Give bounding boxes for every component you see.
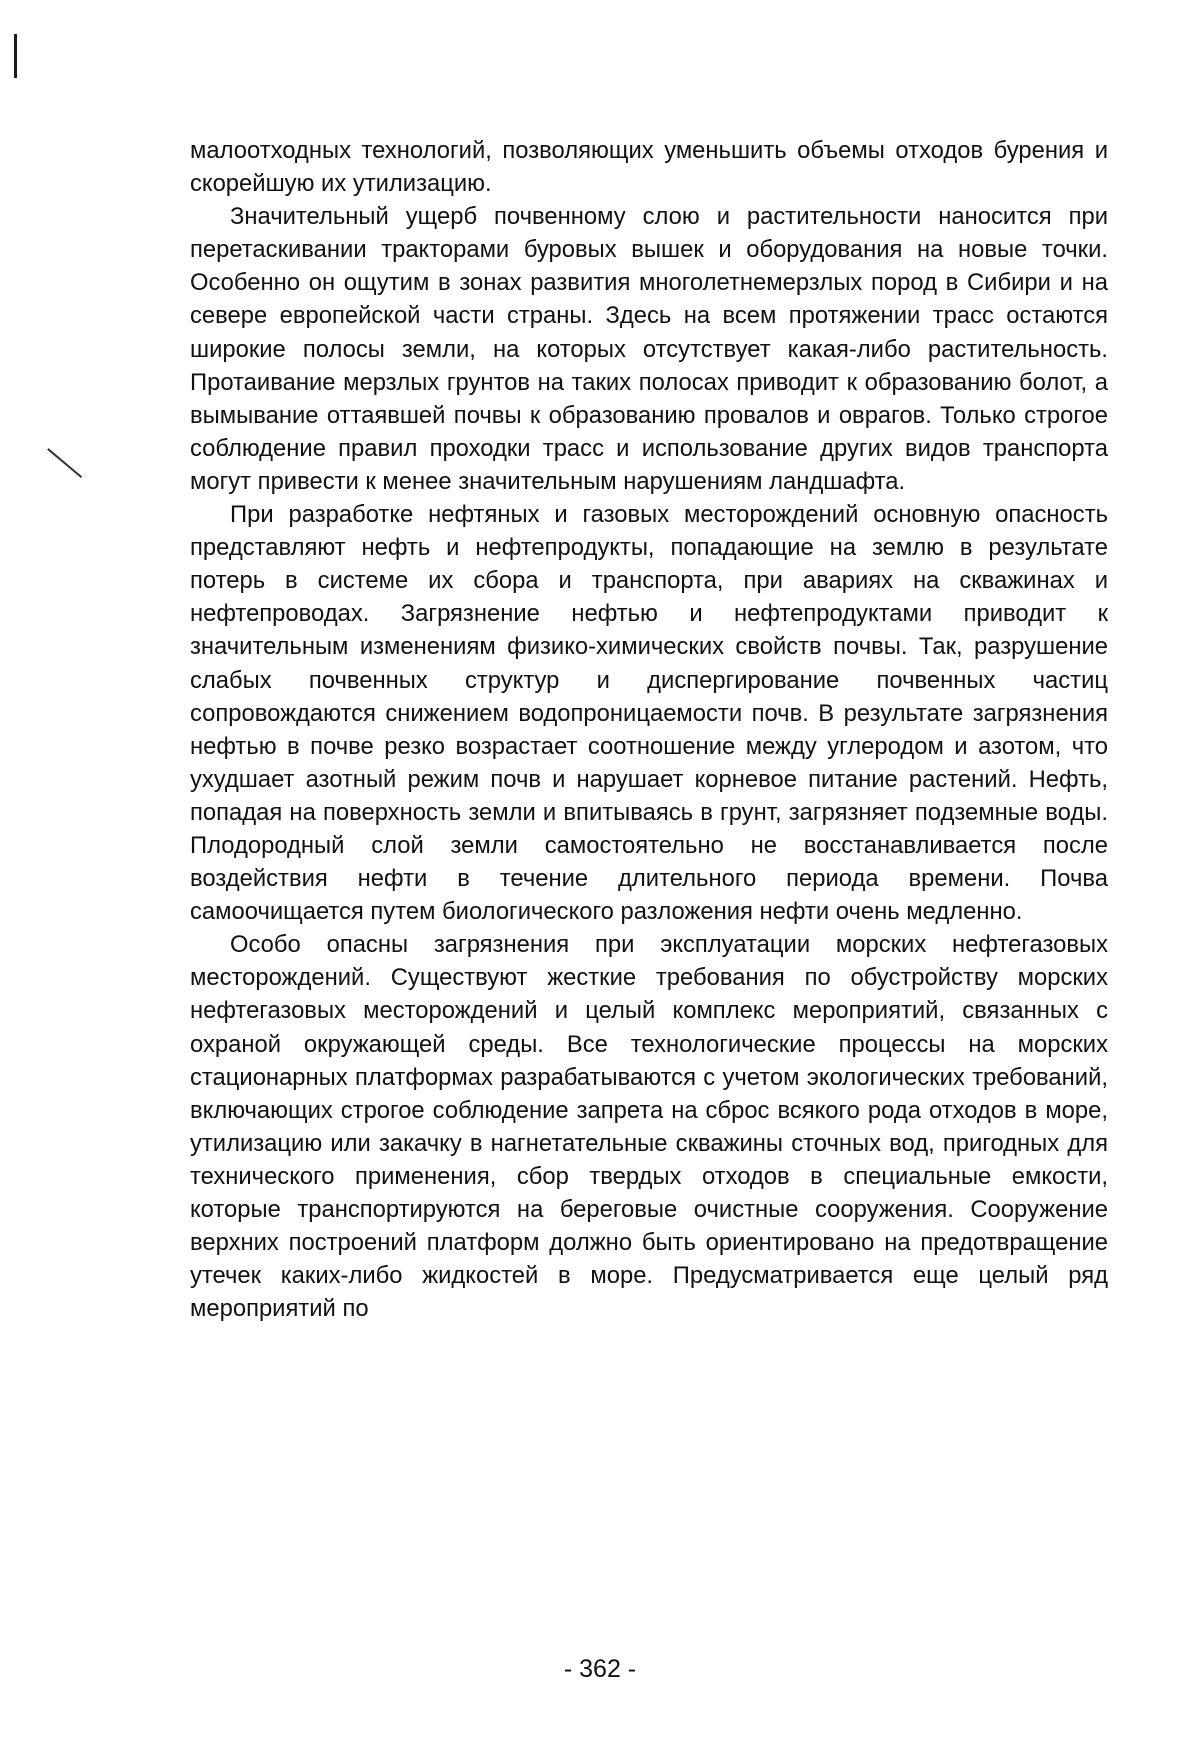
paragraph-continued: малоотходных технологий, позволяющих уменьшить объемы отходов бурения и скорейшую их утилизацию. [190,137,1108,198]
page-body [190,134,1108,1325]
page-number: - 362 - [563,1655,637,1683]
scan-edge-mark [14,34,17,78]
paragraph-offshore-fields: Особо опасны загрязнения при эксплуатации морских нефтегазовых месторождений. Существуют жесткие требования по обустройству морских нефтегазовых месторождений и целый комплекс мероприятий, связанных с охраной окружающей среды. Все технологические процессы на морских стационарных платформах разрабатываются с учетом экологических требований, включающих строгое соблюдение запрета на сброс всякого рода отходов в море, утилизацию или закачку в нагнетательные скважины сточных вод, пригодных для технического применения, сбор твердых отходов в специальные емкости, которые транспортируются на береговые очистные сооружения. Сооружение верхних построений платформ должно быть ориентировано на предотвращение утечек каких-либо жидкостей в море. Предусматривается еще целый ряд мероприятий по [190,931,1108,1323]
paragraph-vegetation-damage: Значительный ущерб почвенному слою и растительности наносится при перетаскивании тракторами буровых вышек и оборудования на новые точки. Особенно он ощутим в зонах развития многолетнемерзлых пород в Сибири и на севере европейской части страны. Здесь на всем протяжении трасс остаются широкие полосы земли, на которых отсутствует какая-либо растительность. Протаивание мерзлых грунтов на таких полосах приводит к образованию болот, а вымывание оттаявшей почвы к образованию провалов и оврагов. Только строгое соблюдение правил проходки трасс и использование других видов транспорта могут привести к менее значительным нарушениям ландшафта. [190,203,1108,495]
paragraph-oil-pollution: При разработке нефтяных и газовых месторождений основную опасность представляют нефть и нефтепродукты, попадающие на землю в результате потерь в системе их сбора и транспорта, при авариях на скважинах и нефтепроводах. Загрязнение нефтью и нефтепродуктами приводит к значительным изменениям физико-химических свойств почвы. Так, разрушение слабых почвенных структур и диспергирование почвенных частиц сопровождаются снижением водопроницаемости почв. В результате загрязнения нефтью в почве резко возрастает соотношение между углеродом и азотом, что ухудшает азотный режим почв и нарушает корневое питание растений. Нефть, попадая на поверхность земли и впитываясь в грунт, загрязняет подземные воды. Плодородный слой земли самостоятельно не восстанавливается после воздействия нефти в течение длительного периода времени. Почва самоочищается путем биологического разложения нефти очень медленно. [190,501,1108,926]
scan-stray-mark [48,448,83,477]
